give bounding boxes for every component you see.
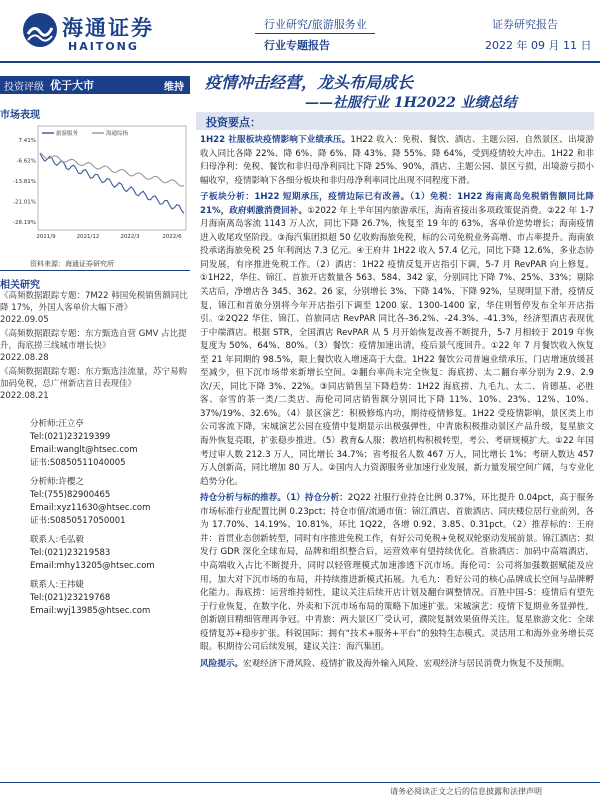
- paragraph-text: ①2022 年上半年国内旅游承压，海南省接出多项政策促消费。②22 年 1-7 月海南离岛客流 1143 万人次，同比下降 26.7%，恢复至 19 年的 63%，客单价逆势增长；海南疫情进入收尾攻坚阶段。③海汽集团拟超 50 亿收购海旅免税，标的公司免税业务高增、市占率提升。海南旅投承诺海旅免税 25 年利润达 7.3 亿元。④王府井 1H22 收入 57.4 亿元，同比下降 12.6%，多业态协同发展，有序推进免税工作。（2）酒店：1H22 疫情反复开店指引下调，5-7 月 RevPAR 向上修复。①1H22，华住、锦江、首旅开店数量各 563、584、342 家，分别同比下降 7%、25%、33%；剔除关店后，净增店各 345、362、26 家，分别增长 3%、下降 14%、下降 92%，呈现明显下滑，疫情反复，锦江和首旅分别将今年开店指引下调至 1200 家、1300-1400 家，华住则暂停发布全年开店指引。②2Q22 华住、锦江、首旅同店 RevPAR 同比各-36.2%、-24.3%、-41.3%，经济型酒店表现优于中端酒店。根据 STR，全国酒店 RevPAR 从 5 月开始恢复改善不断提升，5-7 月相较于 2019 年恢复度为 50%、64%、80%。（3）餐饮：疫情加速出清，疫后景气度回升。①22 年 7 月餐饮收入恢复至 21 年同期的 98.5%，限上餐饮收入增速高于大盘。1H22 餐饮公司普遍业绩承压，门店增速放缓甚至减少，但下沉市场带来新增长空间。②翻台率尚未完全恢复：海底捞、太二翻台率分别为 2.9、2.9 次/天，同比下降 3%、22%。③同店销售呈下降趋势：1H22 海底捞、九毛九、太二、肯德基、必胜客、奈雪的茶一类/二类店、海伦司同店销售额分别同比下降 11%、10%、23%、12%、10%、37%/19%、32.6%。（4）景区演艺：积极修炼内功，期待疫情修复。1H22 受疫情影响，景区类上市公司客流下降，宋城演艺公园在疫情中复期显示出极强弹性，中青旅积极推动景区产品升级，复星旅文海外恢复亮眼，扩张稳步推进。（5）教育&人服：教培机构积极转型，考公、考研规模扩大。①22 年国考过审人数 212.3 万人，同比增长 34.7%；省考报名人数 467 万人，同比增长 1%；考研人数达 457 万人创新高，同比增加 80 万人。②国内人力资源服务业加速行业发展，新力量发展空间广阔，与专业化趋势分化。: [200, 205, 595, 487]
- analyst-list: [30, 418, 190, 624]
- haitong-logo-icon: [22, 12, 58, 48]
- paragraph-text: 1H22 收入：免税、餐饮、酒店、主题公园、自然景区、出境游收入同比各降 22%、降 6%、降 6%、降 43%、降 55%、降 64%，受到疫情较大冲击。1H22 和非归母净利：免税、餐饮和非归母净利同比下降 25%、90%，酒店、主题公园、景区亏损，出境游亏损小幅收窄，疫情影响下各细分板块和非归母净利率同比出现不同程度下滑。: [200, 135, 594, 186]
- report-subtitle: ——社服行业 1H2022 业绩总结: [305, 95, 517, 111]
- paragraph-lead: 风险提示。: [200, 658, 243, 669]
- analyst-card: [30, 418, 190, 470]
- analyst-card: [30, 476, 190, 528]
- related-item-date: 2022.08.28: [0, 353, 49, 363]
- related-item[interactable]: [0, 366, 190, 402]
- x-tick-label: 2021/12: [76, 234, 100, 240]
- series-line-travel: [40, 153, 184, 213]
- related-item-text[interactable]: 《高频数据跟踪专题：7M22 韩国免税销售额同比降 17%，外国人客单价大幅下滑》: [0, 291, 188, 313]
- analyst-tel: Tel:(021)23219583: [30, 548, 111, 558]
- related-item-text[interactable]: 《高频数据跟踪专题：东方甄选自营 GMV 占比提升，海底捞三线城市增长快》: [0, 329, 187, 351]
- key-points-heading: 投资要点：: [206, 116, 261, 129]
- rating-value: 优于大市: [50, 79, 94, 92]
- footer-disclaimer: 请务必阅读正文之后的信息披露和法律声明: [390, 787, 542, 796]
- market-chart: [0, 122, 190, 240]
- report-date: 2022 年 09 月 11 日: [485, 39, 592, 52]
- y-tick-label: -28.19%: [13, 220, 36, 226]
- legend-label-0: 旅游服务: [56, 131, 79, 137]
- analyst-name: 联系人:王祎婕: [30, 580, 84, 590]
- paragraph: [200, 134, 594, 188]
- market-chart-svg: [0, 122, 190, 258]
- market-section-title: 市场表现: [0, 110, 40, 121]
- analyst-cert: 证书:S0850511040005: [30, 458, 126, 468]
- analyst-email[interactable]: Email:wanglt@htsec.com: [30, 445, 138, 455]
- legend-label-1: 海通综指: [106, 131, 129, 137]
- report-category: 行业研究/旅游服务业: [264, 18, 367, 31]
- rating-label: 投资评级: [4, 81, 44, 93]
- analyst-tel: Tel:(021)23219399: [30, 432, 111, 442]
- related-item-date: 2022.08.21: [0, 391, 49, 401]
- logo-chinese: 海通证券: [62, 15, 154, 40]
- report-type: 行业专题报告: [264, 39, 330, 52]
- y-axis-ticks: [13, 138, 36, 226]
- header-rule: [0, 61, 600, 63]
- analyst-email[interactable]: Email:xyz11630@htsec.com: [30, 503, 151, 513]
- report-label: 证券研究报告: [492, 18, 558, 31]
- report-header: [0, 0, 600, 64]
- series-line-index: [40, 153, 184, 187]
- logo-english: HAITONG: [68, 40, 139, 53]
- analyst-card: [30, 579, 190, 618]
- x-tick-label: 2022/3: [120, 234, 140, 240]
- paragraph: [200, 191, 594, 489]
- report-title: 疫情冲击经营，龙头布局成长: [205, 73, 414, 92]
- analyst-email[interactable]: Email:mhy13205@htsec.com: [30, 561, 155, 571]
- related-list: [0, 290, 190, 404]
- header-divider: [255, 33, 375, 34]
- y-tick-label: -13.81%: [13, 179, 36, 185]
- y-tick-label: -6.62%: [16, 158, 36, 165]
- paragraph: [200, 492, 594, 655]
- paragraph-lead: 子板块分析：1H22 短期承压，疫情边际已有改善。（1）免税：1H22 海南离岛免税销售额同比降 21%，政府刺激消费回补。: [200, 192, 594, 216]
- analyst-card: [30, 534, 190, 573]
- related-item[interactable]: [0, 290, 190, 326]
- analyst-tel: Tel:(755)82900465: [30, 490, 111, 500]
- chart-source: 资料来源：海通证券研究所: [30, 260, 114, 268]
- logo: [22, 10, 172, 56]
- paragraph-text: 宏观经济下滑风险、疫情扩散及海外输入风险、宏观经济与居民消费力恢复不及预期。: [242, 658, 570, 669]
- y-tick-label: -21.01%: [13, 199, 36, 206]
- x-tick-label: 2022/6: [162, 234, 182, 240]
- paragraph-lead: 1H22 社服板块疫情影响下业绩承压。: [200, 135, 351, 145]
- related-item[interactable]: [0, 328, 190, 364]
- rating-keep: 维持: [164, 81, 184, 93]
- analyst-email[interactable]: Email:wyj13985@htsec.com: [30, 606, 151, 616]
- paragraph: [200, 658, 594, 672]
- analyst-name: 分析师:汪立亭: [30, 419, 84, 429]
- related-item-text[interactable]: 《高频数据跟踪专题：东方甄选洼流量，苏宁易购加码免税，总广州新店首日表现佳》: [0, 367, 188, 389]
- related-item-date: 2022.09.05: [0, 315, 49, 325]
- footer-rule: [0, 782, 600, 783]
- chart-frame: [38, 126, 186, 230]
- y-tick-label: 7.41%: [18, 138, 36, 144]
- paragraph-text: 2Q22 社服行业持仓比例 0.37%，环比提升 0.04pct，高于服务市场标准行业配置比例 0.23pct；持仓市值/流通市值：锦江酒店、首旅酒店、同庆楼位居行业前列，各为 17.70%、14.19%、10.81%，环比 1Q22，各增 0.92、3.85、0.31pct。（2）推荐标的：王府井：首贯业态创新转型，同时有序推进免税工作，有好公司免税+免税双轮驱动发展前景。锦江酒店：拟发行 GDR 深化全球布局，品牌和组织整合后，运营效率有望持续优化。首旅酒店：加码中高端酒店，中高端收入占比不断提升，同时以轻管理模式加速渗透下沉市场。海伦司：公司将加强数据赋能及应用，加大对下沉市场的布局，并持续推进新模式拓展。九毛九：看好公司的核心品牌成长空间与品牌孵化能力。海底捞：运营维持韧性，建议关注后续开店计划及翻台调整情况。百胜中国-S：疫情后有望先于行业恢复，在数字化、外卖和下沉市场布局的策略下加速扩张。宋城演艺：疫情下复期业务显弹性，创新剧目精细管理再争冠。中青旅：两大景区厂受认可，濮院复制效果值得关注。复星旅游文化：全球疫情复苏+稳步扩张。科锐国际：拥有“技术+服务+平台”的独特生态模式。灵活用工和海外业务增长亮眼。积期待公司后续发展，建议关注：海汽集团。: [200, 493, 594, 653]
- key-points-body: [200, 134, 594, 674]
- paragraph-lead: 持仓分析与标的推荐。（1）持仓分析：: [200, 493, 348, 504]
- sidebar-divider: [0, 270, 190, 271]
- rating-bar: [0, 76, 190, 94]
- key-points-heading-bar: [196, 112, 594, 130]
- analyst-cert: 证书:S0850517050001: [30, 516, 126, 526]
- x-tick-label: 2021/9: [36, 234, 56, 240]
- x-axis-ticks: [36, 234, 182, 240]
- related-title: 相关研究: [0, 280, 40, 291]
- analyst-tel: Tel:(021)23219768: [30, 593, 111, 603]
- analyst-name: 分析师:许樱之: [30, 477, 84, 487]
- analyst-name: 联系人:毛弘毅: [30, 535, 84, 545]
